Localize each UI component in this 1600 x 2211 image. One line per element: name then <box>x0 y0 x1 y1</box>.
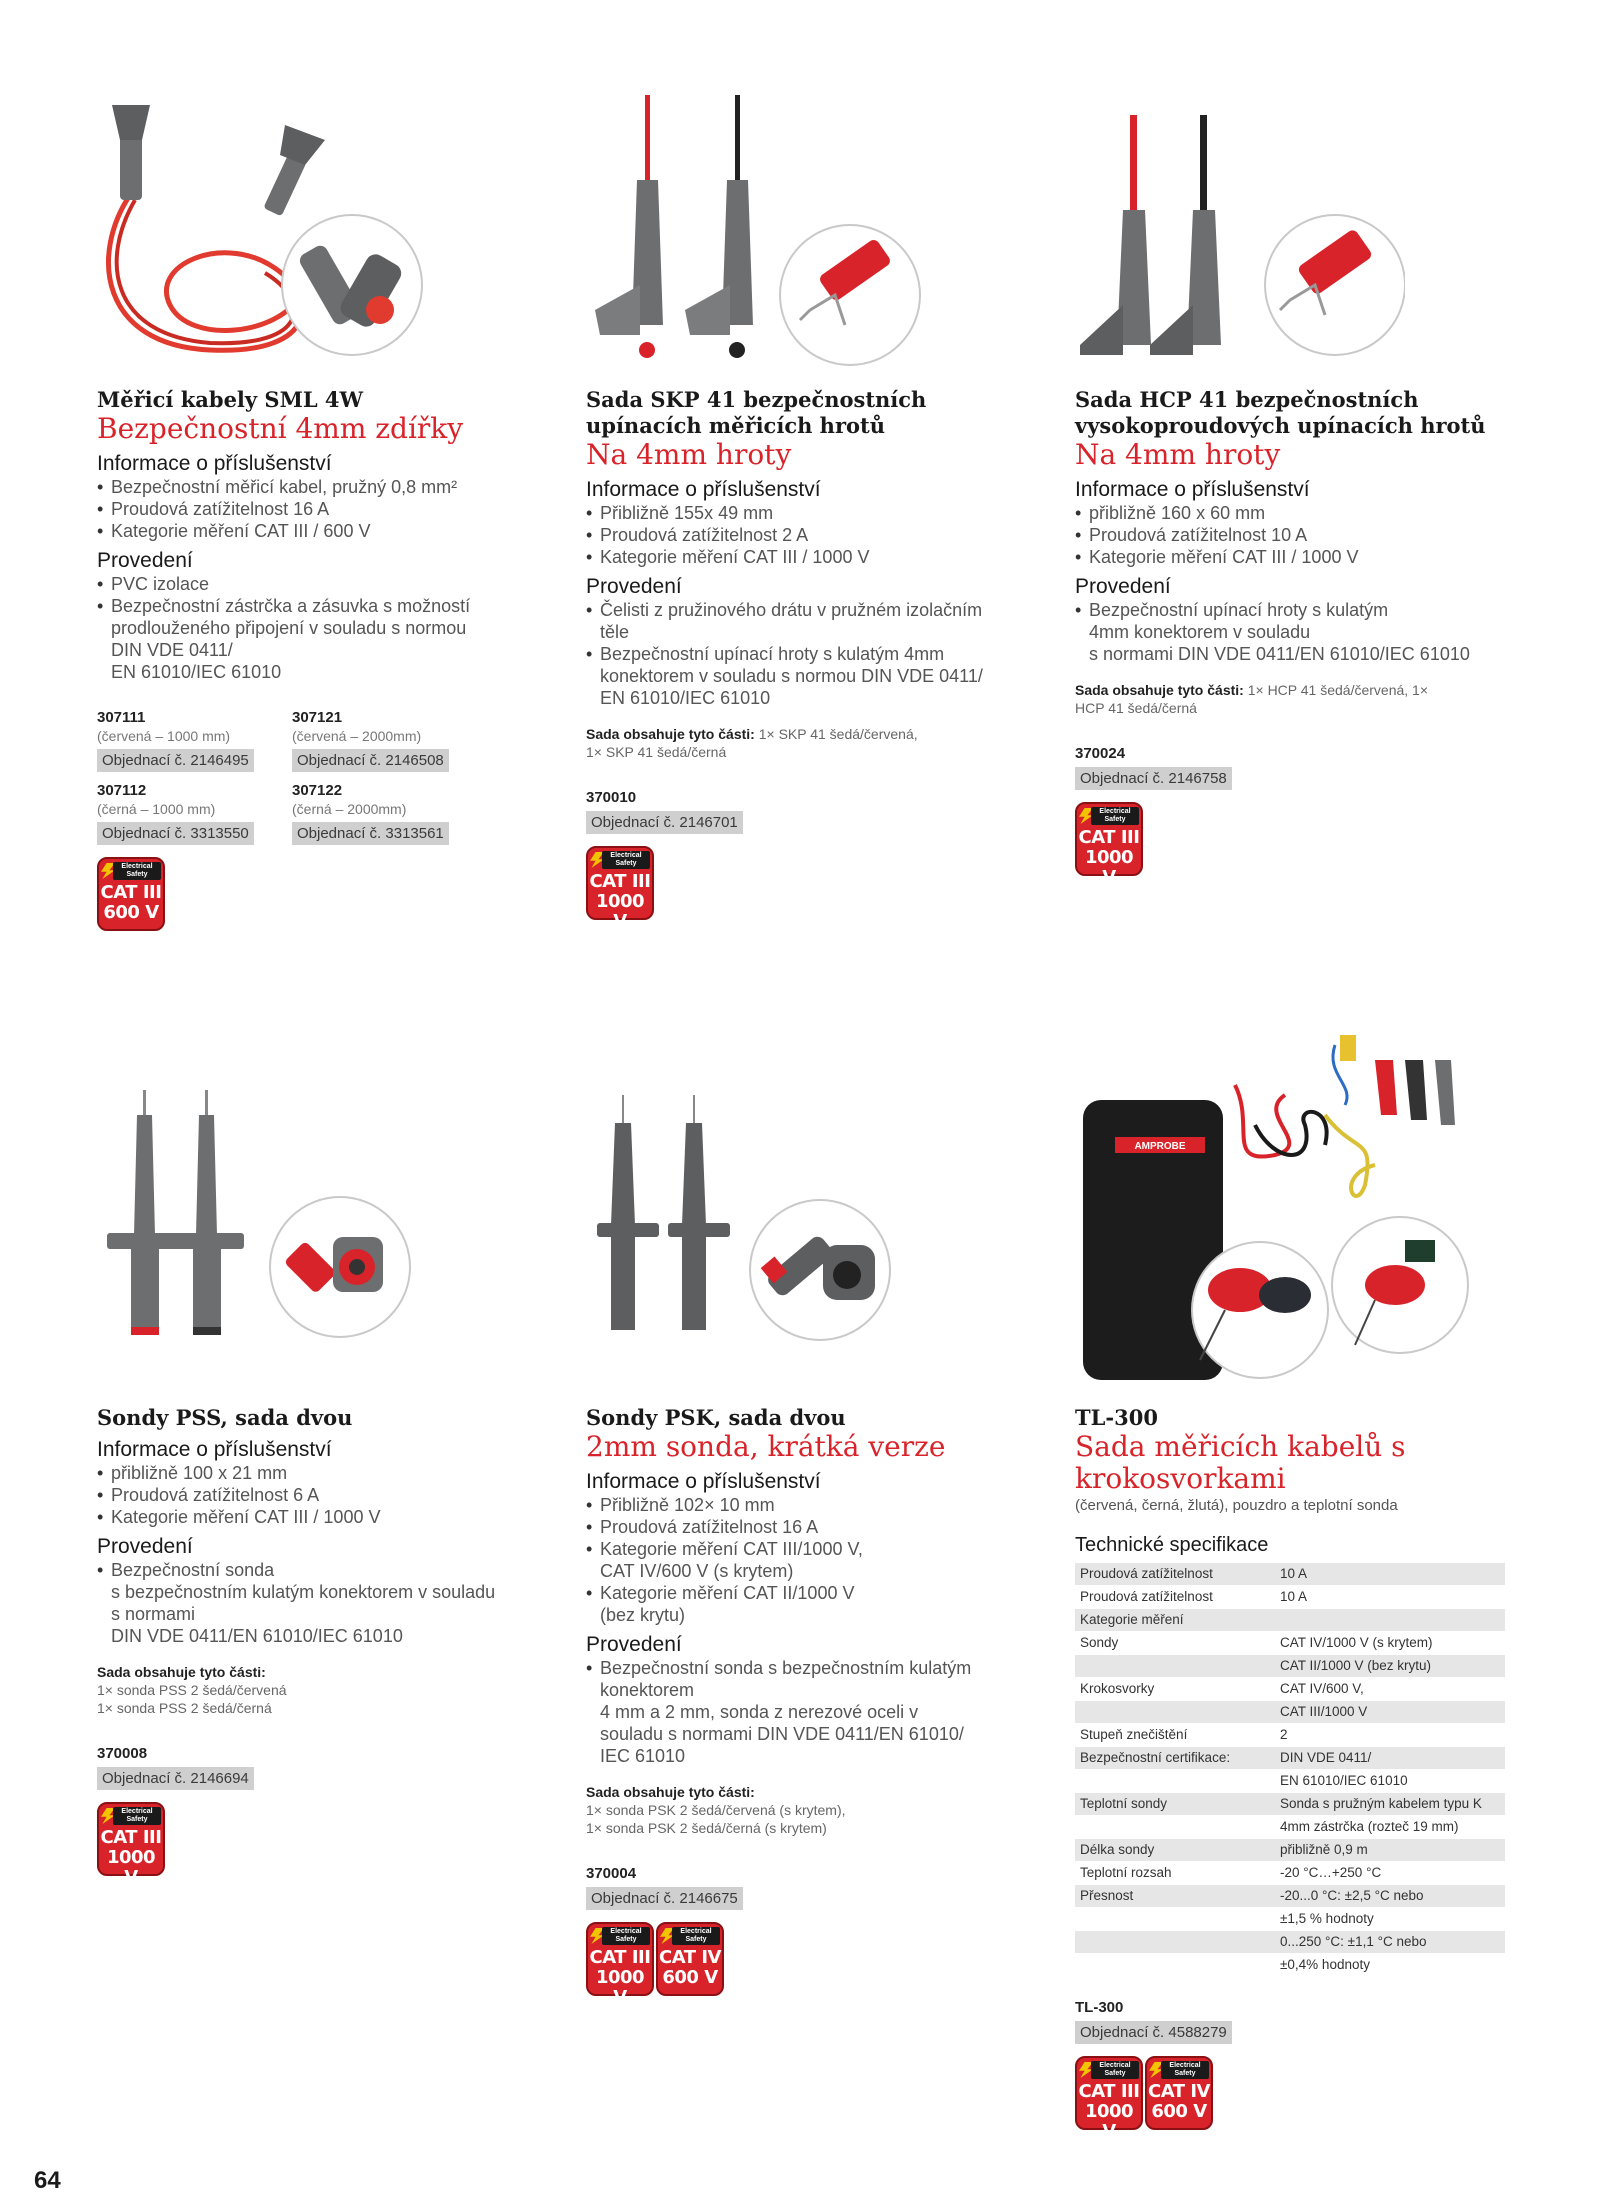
list-item: • Bezpečnostní zástrčka a zásuvka s možností prodlouženého připojení v souladu s normou DIN VDE 0411/ EN 61010/IEC 61010 <box>97 595 537 683</box>
order-code-block <box>97 782 292 845</box>
spec-value: ±1,5 % hodnoty <box>1275 1908 1505 1931</box>
product-variant: (červená – 2000mm) <box>292 728 422 744</box>
set-contents: Sada obsahuje tyto části: 1× SKP 41 šedá/červená, 1× SKP 41 šedá/černá <box>586 726 918 760</box>
accessory-heading: Informace o příslušenství <box>97 452 332 475</box>
list-item: • Kategorie měření CAT III / 600 V <box>97 520 537 542</box>
accessory-heading: Informace o příslušenství <box>97 1438 332 1461</box>
order-number: Objednací č. 2146495 <box>97 749 254 772</box>
spec-value: -20...0 °C: ±2,5 °C nebo <box>1275 1885 1505 1908</box>
product-variant: (červená – 1000 mm) <box>97 728 231 744</box>
product-image-pss <box>95 1085 435 1365</box>
order-codes <box>97 709 537 845</box>
table-row <box>1075 1747 1505 1770</box>
spec-table <box>1075 1563 1505 1977</box>
list-item: • přibližně 100 x 21 mm <box>97 1462 537 1484</box>
list-item: • Bezpečnostní upínací hroty s kulatým 4mm konektorem v souladu s normou DIN VDE 0411/ EN 61010/IEC 61010 <box>586 643 1026 709</box>
list-item: • Proudová zatížitelnost 16 A <box>97 498 537 520</box>
product-image-sml4w <box>90 95 440 370</box>
safety-badges <box>586 1922 1026 2008</box>
order-code-block <box>292 709 487 772</box>
product-subtitle: Bezpečnostní 4mm zdířky <box>97 412 464 445</box>
spec-key: Bezpečnostní certifikace: <box>1075 1747 1275 1770</box>
product-code: 307121 <box>292 709 343 726</box>
spec-value: CAT III/1000 V <box>1275 1701 1505 1724</box>
set-contents: Sada obsahuje tyto části: 1× HCP 41 šedá/červená, 1× HCP 41 šedá/černá <box>1075 682 1429 716</box>
product-sml4w <box>97 387 537 931</box>
spec-key <box>1075 1816 1275 1839</box>
list-item: • Kategorie měření CAT III/1000 V, CAT IV/600 V (s krytem) <box>586 1538 1026 1582</box>
table-row <box>1075 1678 1505 1701</box>
list-item: • Bezpečnostní sonda s bezpečnostním kulatým konektorem v souladu s normami DIN VDE 0411/EN 61010/IEC 61010 <box>97 1559 537 1647</box>
design-heading: Provedení <box>586 575 682 598</box>
spec-key <box>1075 1655 1275 1678</box>
table-row <box>1075 1885 1505 1908</box>
list-item: • Proudová zatížitelnost 6 A <box>97 1484 537 1506</box>
cat-safety-badge: Electrical Safety CAT III 1000 V <box>586 846 654 920</box>
table-row <box>1075 1862 1505 1885</box>
spec-value: Sonda s pružným kabelem typu K <box>1275 1793 1505 1816</box>
product-code: 307122 <box>292 782 343 799</box>
product-skp41 <box>586 387 1026 932</box>
table-row <box>1075 1632 1505 1655</box>
spec-value: CAT II/1000 V (bez krytu) <box>1275 1655 1505 1678</box>
product-subtitle: Sada měřicích kabelů s krokosvorkami <box>1075 1430 1406 1495</box>
table-row <box>1075 1655 1505 1678</box>
spec-value: CAT IV/1000 V (s krytem) <box>1275 1632 1505 1655</box>
design-list <box>97 573 537 683</box>
list-item: • Kategorie měření CAT III / 1000 V <box>586 546 1026 568</box>
cat-safety-badge: Electrical Safety CAT III 1000 V <box>1075 2056 1143 2130</box>
cat-safety-badge: Electrical Safety CAT III 1000 V <box>1075 802 1143 876</box>
product-subtitle: Na 4mm hroty <box>1075 438 1281 471</box>
product-code: TL-300 <box>1075 1999 1124 2016</box>
list-item: • Bezpečnostní měřicí kabel, pružný 0,8 mm² <box>97 476 537 498</box>
table-row <box>1075 1701 1505 1724</box>
accessory-list <box>586 502 1026 568</box>
order-code-block <box>292 782 487 845</box>
accessory-list <box>1075 502 1515 568</box>
spec-key: Krokosvorky <box>1075 1678 1275 1701</box>
cat-safety-badge: Electrical Safety CAT III 1000 V <box>97 1802 165 1876</box>
list-item: • Kategorie měření CAT III / 1000 V <box>1075 546 1515 568</box>
design-heading: Provedení <box>97 1535 193 1558</box>
spec-key <box>1075 1954 1275 1977</box>
spec-value: 4mm zástrčka (rozteč 19 mm) <box>1275 1816 1505 1839</box>
spec-key: Sondy <box>1075 1632 1275 1655</box>
product-note: (červená, černá, žlutá), pouzdro a teplotní sonda <box>1075 1497 1398 1514</box>
spec-key: Proudová zatížitelnost <box>1075 1563 1275 1586</box>
spec-value: -20 °C…+250 °C <box>1275 1862 1505 1885</box>
product-title: Sada SKP 41 bezpečnostních upínacích měřicích hrotů <box>586 387 927 438</box>
product-title: TL-300 <box>1075 1405 1158 1430</box>
product-tl300 <box>1075 1405 1525 2142</box>
design-list <box>586 599 1026 709</box>
order-code-block <box>97 709 292 772</box>
safety-badges <box>1075 802 1515 888</box>
spec-key: Teplotní sondy <box>1075 1793 1275 1816</box>
product-title: Měřicí kabely SML 4W <box>97 387 364 412</box>
set-contents: Sada obsahuje tyto části: 1× sonda PSK 2 šedá/červená (s krytem), 1× sonda PSK 2 šedá/černá (s krytem) <box>586 1784 846 1836</box>
design-list <box>1075 599 1515 665</box>
spec-heading: Technické specifikace <box>1075 1534 1269 1556</box>
spec-key: Přesnost <box>1075 1885 1275 1908</box>
list-item: • Kategorie měření CAT II/1000 V (bez krytu) <box>586 1582 1026 1626</box>
order-number: Objednací č. 2146758 <box>1075 767 1232 790</box>
order-number: Objednací č. 2146701 <box>586 811 743 834</box>
product-code: 370010 <box>586 789 637 806</box>
order-number: Objednací č. 4588279 <box>1075 2021 1232 2044</box>
bag-brand-label: AMPROBE <box>1134 1141 1186 1152</box>
safety-badges <box>1075 2056 1525 2142</box>
accessory-list <box>586 1494 1026 1626</box>
order-number: Objednací č. 2146694 <box>97 1767 254 1790</box>
list-item: • přibližně 160 x 60 mm <box>1075 502 1515 524</box>
table-row <box>1075 1609 1505 1632</box>
set-contents: Sada obsahuje tyto části: 1× sonda PSS 2 šedá/červená 1× sonda PSS 2 šedá/černá <box>97 1664 287 1716</box>
product-code: 370004 <box>586 1865 637 1882</box>
cat-safety-badge: Electrical Safety CAT IV 600 V <box>656 1922 724 1996</box>
product-image-tl300 <box>1075 1025 1515 1380</box>
product-title: Sada HCP 41 bezpečnostních vysokoproudových upínacích hrotů <box>1075 387 1486 438</box>
table-row <box>1075 1839 1505 1862</box>
spec-value: 0...250 °C: ±1,1 °C nebo <box>1275 1931 1505 1954</box>
design-heading: Provedení <box>586 1633 682 1656</box>
accessory-list <box>97 1462 537 1528</box>
spec-value: přibližně 0,9 m <box>1275 1839 1505 1862</box>
spec-value: 10 A <box>1275 1563 1505 1586</box>
spec-key: Délka sondy <box>1075 1839 1275 1862</box>
cat-safety-badge: Electrical Safety CAT III 1000 V <box>586 1922 654 1996</box>
accessory-list <box>97 476 537 542</box>
list-item: • Proudová zatížitelnost 10 A <box>1075 524 1515 546</box>
product-title: Sondy PSS, sada dvou <box>97 1405 353 1430</box>
page-number: 64 <box>34 2167 61 2194</box>
design-heading: Provedení <box>1075 575 1171 598</box>
list-item: • Bezpečnostní upínací hroty s kulatým 4mm konektorem v souladu s normami DIN VDE 0411/EN 61010/IEC 61010 <box>1075 599 1515 665</box>
accessory-heading: Informace o příslušenství <box>586 1470 821 1493</box>
spec-key <box>1075 1908 1275 1931</box>
product-code: 370008 <box>97 1745 148 1762</box>
table-row <box>1075 1724 1505 1747</box>
spec-key: Kategorie měření <box>1075 1609 1275 1632</box>
product-code: 370024 <box>1075 745 1126 762</box>
design-list <box>97 1559 537 1647</box>
order-number: Objednací č. 2146675 <box>586 1887 743 1910</box>
product-subtitle: 2mm sonda, krátká verze <box>586 1430 946 1463</box>
spec-key <box>1075 1701 1275 1724</box>
product-psk <box>586 1405 1026 2008</box>
spec-value <box>1275 1609 1505 1632</box>
spec-value: CAT IV/600 V, <box>1275 1678 1505 1701</box>
table-row <box>1075 1793 1505 1816</box>
spec-value: ±0,4% hodnoty <box>1275 1954 1505 1977</box>
product-image-psk <box>585 1085 925 1365</box>
spec-key <box>1075 1931 1275 1954</box>
spec-value: 2 <box>1275 1724 1505 1747</box>
safety-badges <box>97 857 537 931</box>
list-item: • Kategorie měření CAT III / 1000 V <box>97 1506 537 1528</box>
table-row <box>1075 1931 1505 1954</box>
order-number: Objednací č. 3313561 <box>292 822 449 845</box>
product-code: 307111 <box>97 709 146 726</box>
design-heading: Provedení <box>97 549 193 572</box>
spec-value: EN 61010/IEC 61010 <box>1275 1770 1505 1793</box>
accessory-heading: Informace o příslušenství <box>1075 478 1310 501</box>
cat-safety-badge: Electrical Safety CAT IV 600 V <box>1145 2056 1213 2130</box>
table-row <box>1075 1908 1505 1931</box>
product-image-hcp41 <box>1075 95 1405 370</box>
spec-key: Teplotní rozsah <box>1075 1862 1275 1885</box>
spec-key <box>1075 1770 1275 1793</box>
list-item: • PVC izolace <box>97 573 537 595</box>
product-code: 307112 <box>97 782 147 799</box>
spec-key: Stupeň znečištění <box>1075 1724 1275 1747</box>
spec-key: Proudová zatížitelnost <box>1075 1586 1275 1609</box>
product-hcp41 <box>1075 387 1515 888</box>
product-variant: (černá – 2000mm) <box>292 801 407 817</box>
product-image-skp41 <box>585 95 925 370</box>
accessory-heading: Informace o příslušenství <box>586 478 821 501</box>
product-title: Sondy PSK, sada dvou <box>586 1405 846 1430</box>
list-item: • Přibližně 155x 49 mm <box>586 502 1026 524</box>
order-number: Objednací č. 3313550 <box>97 822 254 845</box>
spec-value: DIN VDE 0411/ <box>1275 1747 1505 1770</box>
safety-badges <box>586 846 1026 932</box>
table-row <box>1075 1954 1505 1977</box>
safety-badges <box>97 1802 537 1888</box>
table-row <box>1075 1563 1505 1586</box>
spec-value: 10 A <box>1275 1586 1505 1609</box>
list-item: • Proudová zatížitelnost 16 A <box>586 1516 1026 1538</box>
design-list <box>586 1657 1026 1767</box>
order-number: Objednací č. 2146508 <box>292 749 449 772</box>
list-item: • Proudová zatížitelnost 2 A <box>586 524 1026 546</box>
product-variant: (černá – 1000 mm) <box>97 801 216 817</box>
list-item: • Bezpečnostní sonda s bezpečnostním kulatým konektorem 4 mm a 2 mm, sonda z nerezové oceli v souladu s normami DIN VDE 0411/EN 61010/ IEC 61010 <box>586 1657 1026 1767</box>
cat-safety-badge: Electrical Safety CAT III 600 V <box>97 857 165 931</box>
table-row <box>1075 1770 1505 1793</box>
table-row <box>1075 1586 1505 1609</box>
product-subtitle: Na 4mm hroty <box>586 438 792 471</box>
table-row <box>1075 1816 1505 1839</box>
list-item: • Přibližně 102× 10 mm <box>586 1494 1026 1516</box>
product-pss <box>97 1405 537 1888</box>
list-item: • Čelisti z pružinového drátu v pružném izolačním těle <box>586 599 1026 643</box>
